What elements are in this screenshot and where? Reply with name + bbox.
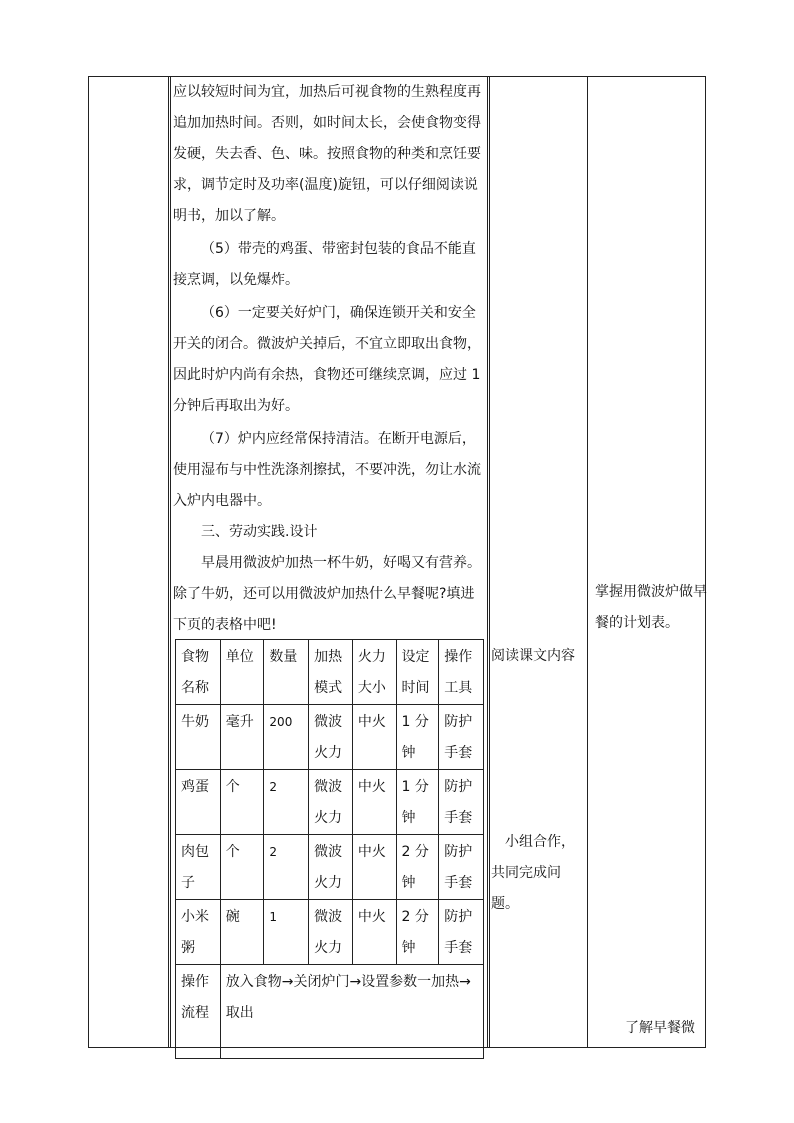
- table-cell: 中火: [352, 900, 396, 965]
- column-divider: [489, 77, 490, 1047]
- table-cell: 1: [264, 900, 309, 965]
- table-cell: 中火: [352, 835, 396, 900]
- header-cell: 单位: [220, 640, 264, 705]
- section-heading: 三、劳动实践.设计: [201, 524, 318, 540]
- column-divider: [587, 77, 588, 1047]
- header-cell: 食物名称: [176, 640, 221, 705]
- table-cell: 碗: [220, 900, 264, 965]
- process-text: 放入食物→关闭炉门→设置参数一加热→取出: [220, 965, 483, 1059]
- table-row: [176, 900, 484, 965]
- column-divider: [487, 77, 488, 1047]
- column-divider: [170, 77, 171, 1047]
- header-cell: 操作工具: [439, 640, 484, 705]
- lesson-table: [88, 76, 706, 1048]
- table-cell: 微波火力: [309, 900, 353, 965]
- content-paragraph: 早晨用微波炉加热一杯牛奶，好喝又有营养。除了牛奶，还可以用微波炉加热什么早餐呢?填进下页的表格中吧!: [173, 555, 481, 633]
- table-row: [176, 835, 484, 900]
- table-row: [176, 770, 484, 835]
- table-cell: 防护手套: [439, 705, 484, 770]
- table-cell: 中火: [352, 705, 396, 770]
- table-cell: 牛奶: [176, 705, 221, 770]
- student-activity-read: 阅读课文内容: [491, 648, 575, 664]
- teaching-intent: 了解早餐微: [625, 1020, 695, 1036]
- table-cell: 微波火力: [309, 835, 353, 900]
- table-cell: 防护手套: [439, 835, 484, 900]
- content-paragraph: （6）一定要关好炉门，确保连锁开关和安全开关的闭合。微波炉关掉后，不宜立即取出食物，因此时炉内尚有余热，食物还可继续烹调，应过 1 分钟后再取出为好。: [173, 305, 481, 414]
- teaching-intent: 掌握用微波炉做早餐的计划表。: [595, 584, 707, 631]
- process-row: [176, 965, 484, 1059]
- content-paragraph: （7）炉内应经常保持清洁。在断开电源后，使用湿布与中性洗涤剂擦拭，不要冲洗，勿让水流入炉内电器中。: [173, 431, 481, 509]
- column-divider: [168, 77, 169, 1047]
- table-cell: 防护手套: [439, 770, 484, 835]
- table-cell: 小米粥: [176, 900, 221, 965]
- table-row: [176, 705, 484, 770]
- table-cell: 个: [220, 835, 264, 900]
- teaching-content-column: [173, 77, 485, 641]
- content-paragraph: （5）带壳的鸡蛋、带密封包装的食品不能直接烹调，以免爆炸。: [173, 241, 476, 288]
- table-cell: 肉包子: [176, 835, 221, 900]
- table-cell: 200: [264, 705, 309, 770]
- table-cell: 微波火力: [309, 705, 353, 770]
- table-cell: 1 分钟: [396, 705, 439, 770]
- content-paragraph: 应以较短时间为宜，加热后可视食物的生熟程度再追加加热时间。否则，如时间太长，会使食物变得发硬，失去香、色、味。按照食物的种类和烹饪要求，调节定时及功率(温度)旋钮，可以仔细阅读说明书，加以了解。: [173, 84, 481, 224]
- table-cell: 2: [264, 770, 309, 835]
- table-cell: 1 分钟: [396, 770, 439, 835]
- table-cell: 个: [220, 770, 264, 835]
- process-label: 操作流程: [176, 965, 221, 1059]
- table-cell: 鸡蛋: [176, 770, 221, 835]
- student-activity-group: 小组合作，共同完成问题。: [491, 834, 575, 912]
- table-cell: 2 分钟: [396, 900, 439, 965]
- table-cell: 2: [264, 835, 309, 900]
- table-cell: 防护手套: [439, 900, 484, 965]
- table-cell: 微波火力: [309, 770, 353, 835]
- header-cell: 设定时间: [396, 640, 439, 705]
- header-cell: 加热模式: [309, 640, 353, 705]
- table-cell: 2 分钟: [396, 835, 439, 900]
- table-cell: 毫升: [220, 705, 264, 770]
- table-cell: 中火: [352, 770, 396, 835]
- header-cell: 数量: [264, 640, 309, 705]
- table-header-row: [176, 640, 484, 705]
- breakfast-plan-table: [175, 639, 484, 1059]
- header-cell: 火力大小: [352, 640, 396, 705]
